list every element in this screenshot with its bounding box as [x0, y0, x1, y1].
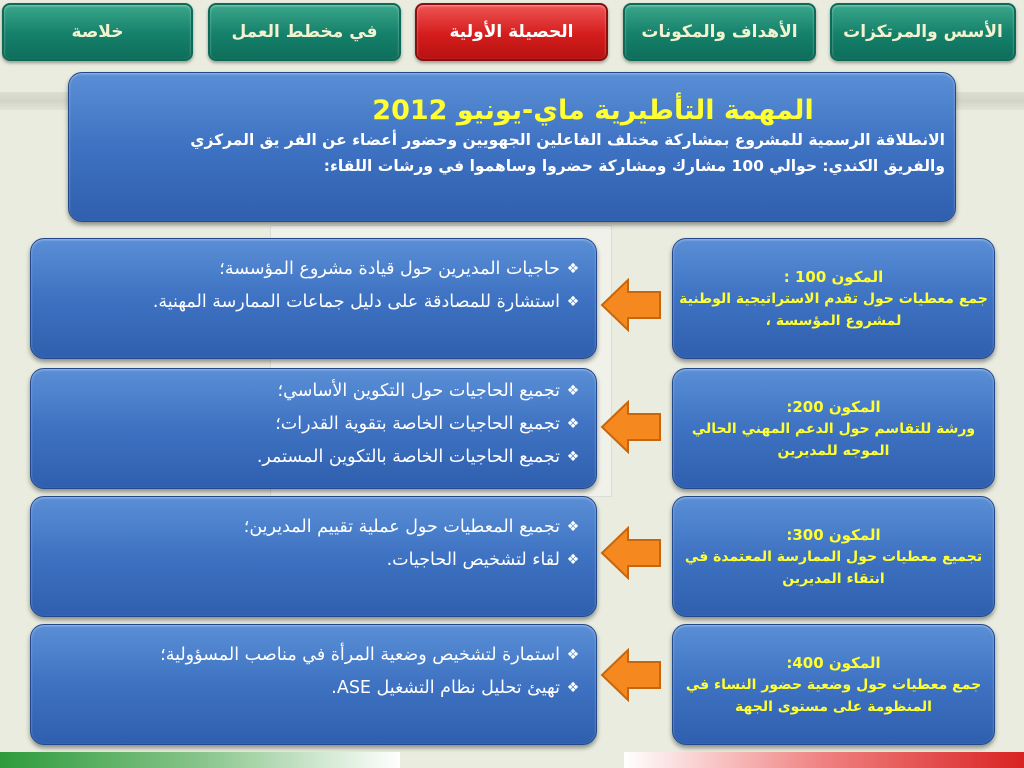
diamond-bullet-icon: ❖ — [566, 261, 580, 277]
component-description: تجميع معطيات حول الممارسة المعتمدة في انتقاء المديرين — [684, 548, 983, 587]
item-text: تجميع المعطيات حول عملية تقييم المديرين؛ — [243, 517, 560, 537]
item-text: تجميع الحاجيات الخاصة بتقوية القدرات؛ — [275, 414, 560, 434]
component-100-box — [672, 238, 995, 359]
list-item — [41, 408, 582, 441]
arrow-left-icon — [600, 400, 662, 454]
list-item — [41, 544, 582, 577]
item-text: استشارة للمصادقة على دليل جماعات الممارسة المهنية. — [152, 292, 560, 312]
list-item — [41, 672, 582, 705]
header-line-2: والفريق الكندي: حوالي 100 مشارك ومشاركة حضروا وساهموا في ورشات اللقاء: — [323, 157, 945, 175]
diamond-bullet-icon: ❖ — [566, 383, 580, 399]
component-300-box — [672, 496, 995, 617]
diamond-bullet-icon: ❖ — [566, 552, 580, 568]
diamond-bullet-icon: ❖ — [566, 647, 580, 663]
list-item — [41, 253, 582, 286]
item-text: تهيئ تحليل نظام التشغيل ASE. — [331, 678, 560, 698]
component-300-activities — [30, 496, 597, 617]
component-description: جمع معطيات حول تقدم الاستراتيجية الوطنية لمشروع المؤسسة ، — [679, 290, 988, 329]
list-item — [41, 441, 582, 474]
arrow-left-icon — [600, 648, 662, 702]
list-item — [41, 375, 582, 408]
tab-label: الأهداف والمكونات — [641, 22, 798, 42]
tab-initial-results[interactable] — [415, 3, 608, 61]
diamond-bullet-icon: ❖ — [566, 519, 580, 535]
item-text: تجميع الحاجيات حول التكوين الأساسي؛ — [277, 381, 560, 401]
tab-label: خلاصة — [71, 22, 124, 42]
component-400-box — [672, 624, 995, 745]
bottom-bar-red — [624, 752, 1024, 768]
header-box — [68, 72, 956, 222]
header-line-1: الانطلاقة الرسمية للمشروع بمشاركة مختلف الفاعلين الجهويين وحضور أعضاء عن الفر يق المركزي — [190, 131, 945, 149]
component-title: المكون 400: — [786, 653, 881, 672]
item-text: تجميع الحاجيات الخاصة بالتكوين المستمر. — [256, 447, 560, 467]
arrow-left-icon — [600, 278, 662, 332]
tab-objectives[interactable] — [623, 3, 816, 61]
diamond-bullet-icon: ❖ — [566, 294, 580, 310]
component-title: المكون 300: — [786, 525, 881, 544]
tab-label: الحصيلة الأولية — [449, 22, 574, 42]
component-title: المكون 100 : — [783, 267, 884, 286]
component-200-activities — [30, 368, 597, 489]
item-text: لقاء لتشخيص الحاجيات. — [386, 550, 560, 570]
page-title: المهمة التأطيرية ماي-يونيو 2012 — [372, 95, 814, 126]
tab-label: في مخطط العمل — [231, 22, 378, 42]
arrow-left-icon — [600, 526, 662, 580]
diamond-bullet-icon: ❖ — [566, 449, 580, 465]
component-title: المكون 200: — [786, 397, 881, 416]
list-item — [41, 639, 582, 672]
component-100-activities — [30, 238, 597, 359]
component-400-activities — [30, 624, 597, 745]
tab-foundations[interactable] — [830, 3, 1016, 61]
item-text: استمارة لتشخيص وضعية المرأة في مناصب المسؤولية؛ — [160, 645, 560, 665]
diamond-bullet-icon: ❖ — [566, 680, 580, 696]
diamond-bullet-icon: ❖ — [566, 416, 580, 432]
tab-conclusion[interactable] — [2, 3, 193, 61]
component-200-box — [672, 368, 995, 489]
bottom-bar-green — [0, 752, 400, 768]
component-description: ورشة للتقاسم حول الدعم المهني الحالي الموجه للمديرين — [691, 420, 976, 459]
tab-action-plan[interactable] — [208, 3, 401, 61]
list-item — [41, 286, 582, 319]
item-text: حاجيات المديرين حول قيادة مشروع المؤسسة؛ — [219, 259, 560, 279]
tab-label: الأسس والمرتكزات — [843, 22, 1003, 42]
list-item — [41, 511, 582, 544]
component-description: جمع معطيات حول وضعية حضور النساء في المنظومة على مستوى الجهة — [685, 676, 982, 715]
